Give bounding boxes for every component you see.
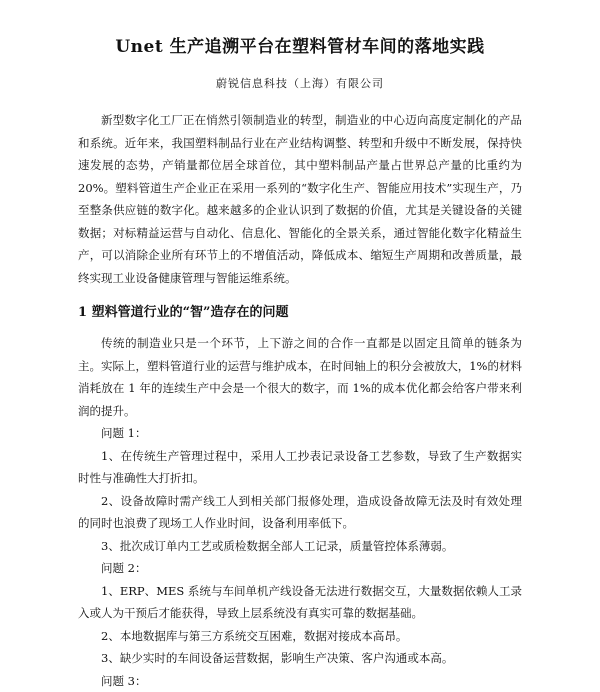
question-3-label: 问题 3： [78, 670, 522, 692]
question-1-label: 问题 1： [78, 422, 522, 445]
document-title: Unet 生产追溯平台在塑料管材车间的落地实践 [78, 32, 522, 57]
section-paragraph: 传统的制造业只是一个环节，上下游之间的合作一直都是以固定且简单的链条为主。实际上，塑料管道行业的运营与维护成本，在时间轴上的积分会被放大，1%的材料消耗放在 1 年的连续生产中会是一个很大的数字，而 1%的成本优化都会给客户带来利润的提升。 [78, 332, 522, 422]
intro-paragraph: 新型数字化工厂正在悄然引领制造业的转型，制造业的中心迈向高度定制化的产品和系统。近年来，我国塑料制品行业在产业结构调整、转型和升级中不断发展，保持快速发展的态势，产销量都位居全球首位，其中塑料制品产量占世界总产量的比重约为20%。塑料管道生产企业正在采用一系列的“数字化生产、智能应用技术”实现生产，乃至整条供应链的数字化。越来越多的企业认识到了数据的价值，尤其是关键设备的关键数据；对标精益运营与自动化、信息化、智能化的全景关系，通过智能化数字化精益生产，可以消除企业所有环节上的不增值活动，降低成本、缩短生产周期和改善质量，最终实现工业设备健康管理与智能运维系统。 [78, 109, 522, 289]
author-company: 蔚锐信息科技（上海）有限公司 [78, 75, 522, 91]
question-2-label: 问题 2： [78, 557, 522, 580]
question-2-item: 1、ERP、MES 系统与车间单机产线设备无法进行数据交互，大量数据依赖人工录入或人为干预后才能获得，导致上层系统没有真实可靠的数据基础。 [78, 580, 522, 625]
question-1-item: 3、批次成订单内工艺或质检数据全部人工记录，质量管控体系薄弱。 [78, 535, 522, 558]
question-1-item: 1、在传统生产管理过程中，采用人工抄表记录设备工艺参数，导致了生产数据实时性与准确性大打折扣。 [78, 445, 522, 490]
section-heading: 1 塑料管道行业的“智”造存在的问题 [78, 301, 522, 320]
question-1-item: 2、设备故障时需产线工人到相关部门报修处理，造成设备故障无法及时有效处理的同时也浪费了现场工人作业时间，设备利用率低下。 [78, 490, 522, 535]
question-2-item: 3、缺少实时的车间设备运营数据，影响生产决策、客户沟通或本高。 [78, 647, 522, 670]
question-2-item: 2、本地数据库与第三方系统交互困难，数据对接成本高昂。 [78, 625, 522, 648]
